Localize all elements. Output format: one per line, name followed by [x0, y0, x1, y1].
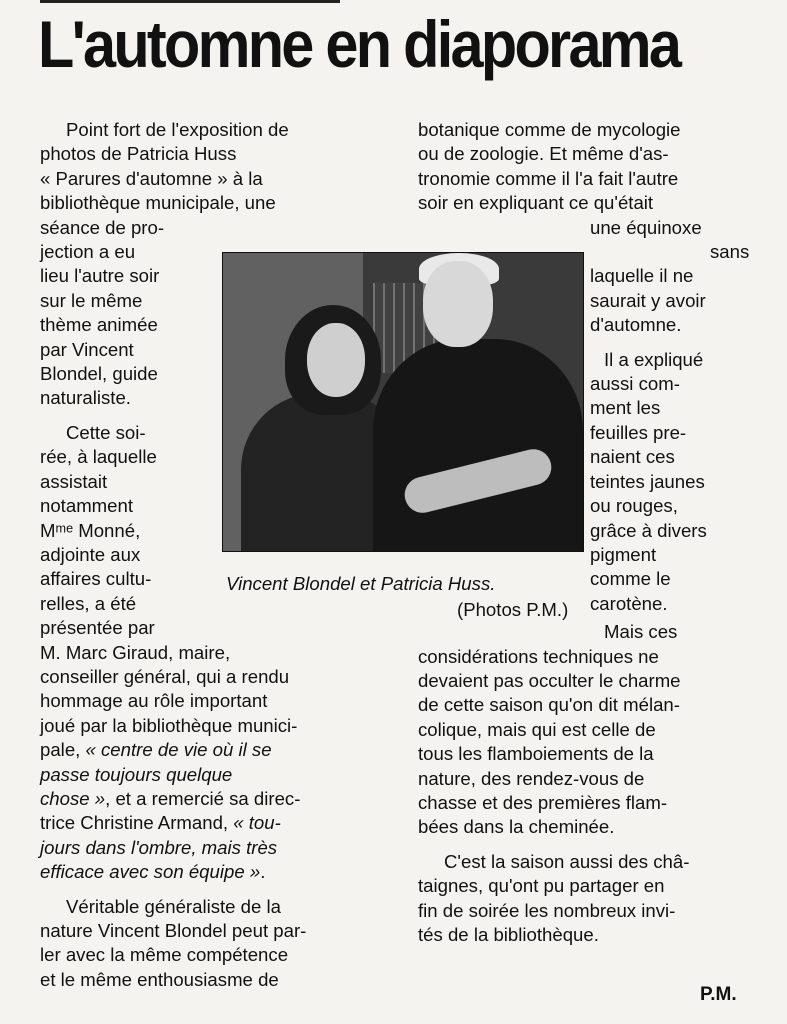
text-line: taignes, qu'ont pu partager en	[418, 875, 665, 897]
text-line: notamment	[40, 495, 134, 517]
photo-credit: (Photos P.M.)	[457, 599, 569, 620]
text-line: tous les flamboiements de la	[418, 743, 654, 765]
text-line: nature, des rendez-vous de	[418, 767, 645, 789]
text-line: sur le même	[40, 289, 143, 311]
text-line: Il a expliqué	[604, 348, 704, 370]
quote-fragment: « tou-	[233, 812, 281, 834]
text-line: botanique comme de mycologie	[418, 119, 681, 140]
paragraph-3	[418, 620, 758, 840]
column-right	[418, 118, 758, 947]
text-fragment: pale,	[40, 739, 81, 761]
text-line: de cette saison qu'on dit mélan-	[418, 694, 680, 716]
text-line: une équinoxe	[590, 216, 702, 238]
text-line: nature Vincent Blondel peut par-	[40, 920, 307, 941]
text-line: relles, a été	[40, 592, 137, 614]
headline: L'automne en diaporama	[38, 7, 680, 81]
quote-line: jours dans l'ombre, mais très	[40, 836, 278, 858]
text-line: ou de zoologie. Et même d'as-	[418, 143, 669, 165]
text-line: naturaliste.	[40, 387, 131, 409]
text-line: Cette soi-	[66, 421, 146, 443]
column-left	[40, 118, 385, 992]
text-line: soir en expliquant ce qu'était	[418, 192, 654, 214]
text-line: bibliothèque municipale, une	[40, 192, 276, 214]
text-line: tés de la bibliothèque.	[418, 924, 599, 945]
text-line: sans	[710, 241, 750, 263]
text-line	[40, 787, 385, 811]
text-line: laquelle il ne	[590, 265, 694, 287]
paragraph-2	[418, 348, 758, 616]
text-line	[40, 860, 385, 884]
text-line: saurait y avoir	[590, 289, 706, 311]
text-line: feuilles pre-	[590, 421, 687, 443]
text-line: considérations techniques ne	[418, 645, 659, 667]
text-line: jection a eu	[40, 241, 136, 263]
text-line: ler avec la même compétence	[40, 944, 289, 966]
text-line: colique, mais qui est celle de	[418, 718, 656, 740]
text-line: assistait	[40, 470, 108, 492]
text-line: Point fort de l'exposition de	[66, 119, 289, 140]
text-line: Mais ces	[604, 621, 678, 643]
text-line: bées dans la cheminée.	[418, 816, 615, 838]
text-line: rée, à laquelle	[40, 446, 157, 468]
text-fragment: , et a remercié sa direc-	[105, 787, 301, 809]
text-line: comme le	[590, 568, 671, 590]
text-line: Mᵐᵉ Monné,	[40, 519, 141, 541]
quote-line: passe toujours quelque	[40, 763, 233, 785]
text-line: ou rouges,	[590, 495, 678, 517]
paragraph-4	[418, 850, 758, 948]
text-fragment: trice Christine Armand,	[40, 812, 229, 834]
top-rule	[40, 0, 340, 3]
photo-caption: Vincent Blondel et Patricia Huss.	[226, 573, 496, 594]
text-line: Blondel, guide	[40, 363, 158, 385]
text-line: chasse et des premières flam-	[418, 791, 668, 813]
text-line: conseiller général, qui a rendu	[40, 665, 290, 687]
text-line: carotène.	[590, 592, 668, 614]
text-line	[40, 811, 385, 835]
text-line: thème animée	[40, 314, 158, 336]
text-line: d'automne.	[590, 314, 682, 336]
text-line: photos de Patricia Huss	[40, 143, 237, 165]
quote-fragment: efficace avec son équipe »	[40, 861, 261, 883]
text-line: teintes jaunes	[590, 470, 705, 492]
text-line: hommage au rôle important	[40, 690, 268, 712]
text-line: présentée par	[40, 617, 155, 639]
text-line: « Parures d'automne » à la	[40, 167, 263, 189]
text-line: devaient pas occulter le charme	[418, 669, 681, 691]
text-line: fin de soirée les nombreux invi-	[418, 899, 676, 921]
text-line: tronomie comme il l'a fait l'autre	[418, 167, 679, 189]
text-fragment: .	[260, 861, 266, 883]
text-line: adjointe aux	[40, 543, 141, 565]
text-line: et le même enthousiasme de	[40, 968, 279, 990]
text-line: Véritable généraliste de la	[66, 895, 281, 917]
author-signature: P.M.	[700, 984, 737, 1005]
text-line: par Vincent	[40, 338, 134, 360]
quote-fragment: chose »	[40, 787, 106, 809]
text-line	[40, 738, 385, 762]
quote-fragment: « centre de vie où il se	[85, 739, 272, 761]
text-line: pigment	[590, 543, 657, 565]
paragraph-1	[418, 118, 758, 338]
text-line: affaires cultu-	[40, 568, 152, 590]
text-line: aussi com-	[590, 373, 680, 395]
text-line: joué par la bibliothèque munici-	[40, 714, 298, 736]
text-line: grâce à divers	[590, 519, 707, 541]
text-line: ment les	[590, 397, 661, 419]
text-line: lieu l'autre soir	[40, 265, 160, 287]
text-line: C'est la saison aussi des châ-	[444, 850, 690, 872]
text-line: séance de pro-	[40, 216, 165, 238]
text-line: naient ces	[590, 446, 675, 468]
paragraph-3	[40, 895, 385, 993]
text-line: M. Marc Giraud, maire,	[40, 641, 231, 663]
